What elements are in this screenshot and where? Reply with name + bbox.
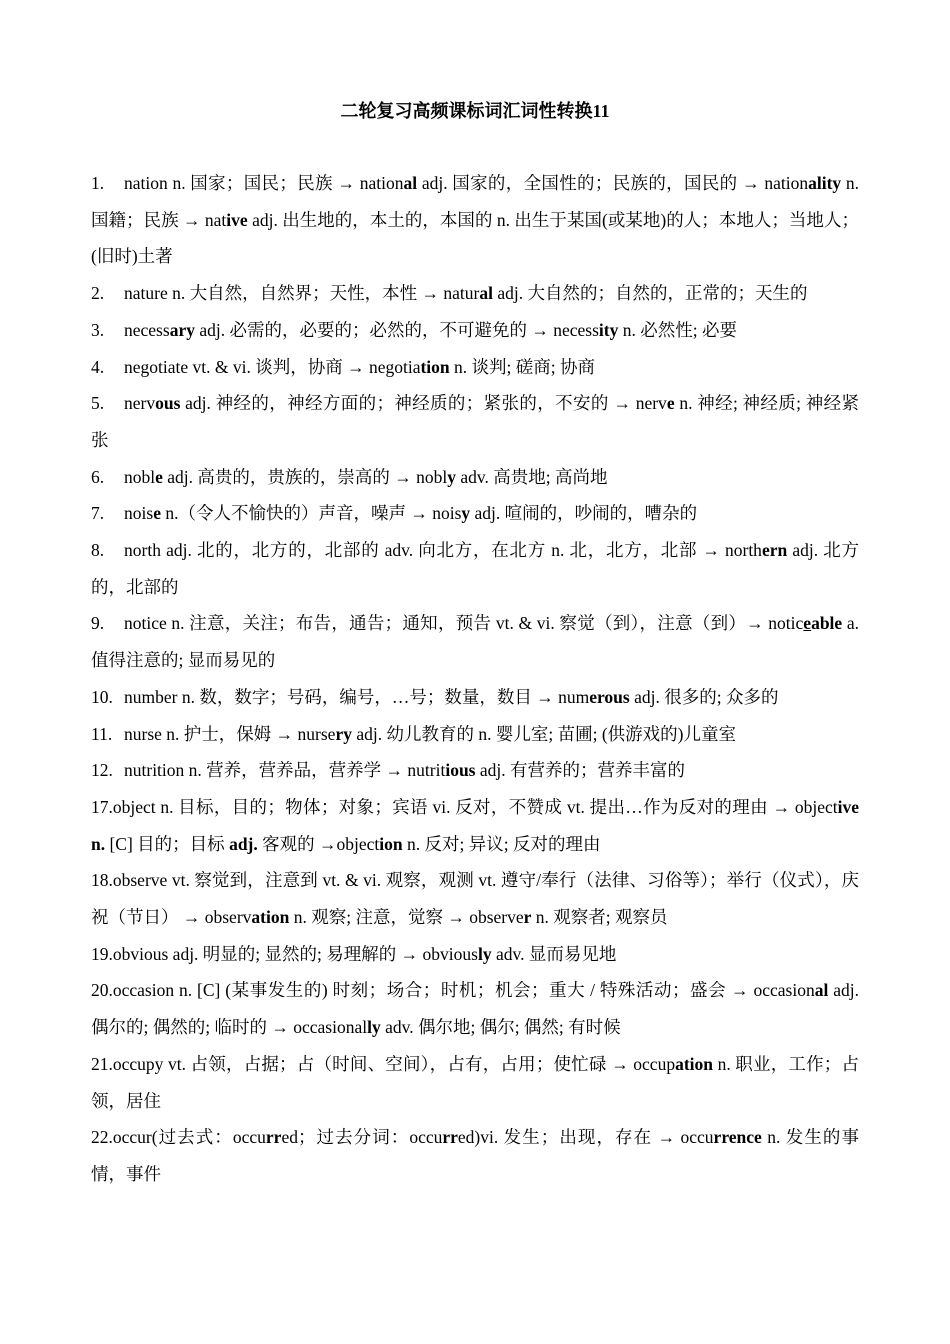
entry-text: n.（令人不愉快的）声音，噪声 → nois: [160, 503, 462, 524]
entry-text: object n. 目标，目的；物体；对象；宾语 vi. 反对，不赞成 vt. 提出…作为反对的理由 → object: [112, 796, 838, 817]
entry-text: adv. 偶尔地; 偶尔; 偶然; 有时候: [380, 1017, 621, 1038]
entry-suffix-bold: e: [153, 503, 161, 524]
entry-text: nature n. 大自然，自然界；天性，本性 → natur: [124, 283, 480, 304]
entry-suffix-bold: ality: [808, 173, 842, 193]
entry-suffix-bold: able: [811, 613, 843, 634]
entry-text: adj. 必需的，必要的；必然的，不可避免的 → necess: [194, 319, 599, 340]
entry-number: 21.: [91, 1053, 113, 1074]
entry-text: adj. 幼儿教育的 n. 婴儿室; 苗圃; (供游戏的)儿童室: [351, 723, 736, 744]
vocab-entry: [91, 312, 859, 349]
entry-suffix-bold: rr: [442, 1127, 458, 1148]
vocab-entry: [91, 1119, 859, 1192]
vocab-entry: [91, 349, 859, 386]
entry-text: n. 必然性; 必要: [618, 319, 737, 340]
vocab-entry: [91, 679, 859, 716]
entry-text: obvious adj. 明显的; 显然的; 易理解的 → obvious: [112, 943, 478, 964]
entry-suffix-bold: e: [666, 393, 675, 414]
entry-suffix-bold: ern: [761, 540, 788, 561]
entry-number: 12.: [91, 760, 113, 781]
entry-text: n. 发生的事情，事件: [91, 1127, 859, 1184]
vocab-entry: [91, 789, 859, 862]
entry-suffix-bold: tion: [420, 356, 450, 377]
entry-text: a. 值得注意的; 显而易见的: [91, 613, 859, 671]
entry-number: 1.: [91, 173, 105, 193]
vocab-entry: [91, 385, 859, 458]
entry-number: 6.: [91, 466, 105, 487]
vocabulary-list: [91, 165, 859, 1193]
entry-number: 5.: [91, 393, 105, 414]
entry-text: nation n. 国家；国民；民族 → nation: [124, 173, 404, 193]
entry-suffix-bold: adj.: [229, 833, 258, 854]
entry-suffix-bold: ation: [251, 907, 290, 928]
entry-suffix-bold: y: [447, 466, 457, 487]
entry-number: 9.: [91, 613, 105, 634]
entry-text: adj. 大自然的；自然的，正常的；天生的: [492, 283, 808, 304]
vocab-entry: [91, 495, 859, 532]
entry-text: adj. 有营养的；营养丰富的: [475, 760, 685, 781]
entry-number: 2.: [91, 283, 105, 304]
entry-text: adj. 偶尔的; 偶然的; 临时的 → occasional: [91, 980, 859, 1038]
entry-number: 8.: [91, 540, 105, 561]
entry-text: nurse n. 护士，保姆 → nurse: [124, 723, 336, 744]
entry-text: notice n. 注意，关注；布告，通告；通知，预告 vt. & vi. 察觉（到），注意（到）→ notic: [124, 613, 804, 634]
vocab-entry: [91, 862, 859, 935]
entry-text: n. 反对; 异议; 反对的理由: [402, 833, 601, 854]
page-title: 二轮复习高频课标词汇词性转换11: [340, 101, 610, 121]
entry-suffix-bold: al: [403, 173, 418, 193]
vocab-entry: [91, 936, 859, 973]
entry-text: adj. 北方的，北部的: [91, 540, 859, 597]
vocab-entry: [91, 972, 859, 1045]
vocab-entry: [91, 165, 859, 275]
vocab-entry: [91, 532, 859, 605]
entry-text: n. 谈判; 磋商; 协商: [449, 356, 596, 377]
entry-number: 19.: [91, 943, 113, 964]
entry-suffix-bold: al: [814, 980, 829, 1001]
vocab-entry: [91, 1046, 859, 1119]
entry-suffix-bold: ive: [226, 209, 248, 230]
entry-suffix-bold: ive n.: [91, 796, 859, 854]
vocab-entry: [91, 459, 859, 496]
entry-text: necess: [124, 319, 170, 340]
entry-suffix-bold: ity: [598, 319, 619, 340]
entry-text: adj. 神经的，神经方面的；神经质的；紧张的，不安的 → nerv: [180, 393, 667, 414]
entry-number: 4.: [91, 356, 105, 377]
entry-text: number n. 数，数字；号码，编号，…号；数量，数目 → num: [124, 686, 590, 707]
entry-text: north adj. 北的，北方的，北部的 adv. 向北方，在北方 n. 北，北方，北部 → north: [124, 540, 762, 561]
entry-text: adj. 国家的，全国性的；民族的，国民的 → nation: [417, 173, 809, 193]
entry-number: 22.: [91, 1127, 113, 1148]
entry-text: n. 观察; 注意，觉察 → observe: [289, 907, 524, 928]
entry-number: 7.: [91, 503, 105, 524]
entry-text: nutrition n. 营养，营养品，营养学 → nutrit: [124, 760, 446, 781]
vocab-entry: [91, 752, 859, 789]
entry-text: adv. 高贵地; 高尚地: [456, 466, 608, 487]
vocab-entry: [91, 275, 859, 312]
entry-text: ed；过去分词：occu: [281, 1127, 443, 1148]
entry-suffix-bold: ious: [445, 760, 476, 781]
entry-text: occasion n. [C] (某事发生的) 时刻；场合；时机；机会；重大 / 特殊活动；盛会 → occasion: [112, 980, 815, 1001]
entry-text: 客观的 →object: [257, 833, 380, 854]
entry-number: 10.: [91, 686, 113, 707]
entry-text: n. 职业，工作；占领，居住: [91, 1053, 860, 1111]
entry-suffix-bold: ion: [379, 833, 403, 854]
entry-text: [C] 目的；目标: [105, 833, 230, 854]
vocab-entry: [91, 716, 859, 753]
entry-number: 18.: [91, 870, 113, 891]
entry-text: adj. 出生地的，本土的，本国的 n. 出生于某国(或某地)的人；本地人；当地人；(旧时)土著: [91, 209, 859, 267]
entry-suffix-bold: ry: [335, 723, 352, 744]
entry-suffix-bold: e: [155, 466, 163, 487]
entry-text: n. 神经; 神经质; 神经紧张: [91, 393, 859, 450]
entry-suffix-bold: r: [523, 907, 532, 928]
entry-text: ed)vi. 发生；出现，存在 → occu: [457, 1127, 714, 1148]
entry-text: adv. 显而易见地: [491, 943, 617, 964]
entry-suffix-bold: erous: [589, 686, 630, 707]
entry-text: adj. 很多的; 众多的: [629, 686, 779, 707]
entry-suffix-bold: ous: [155, 393, 181, 414]
entry-text: adj. 高贵的，贵族的，崇高的 → nobl: [162, 466, 448, 487]
entry-suffix-bold: [803, 613, 811, 633]
entry-text: n. 观察者; 观察员: [531, 907, 668, 928]
entry-text: n. 国籍；民族 → nat: [91, 173, 859, 230]
entry-text: adj. 喧闹的，吵闹的，嘈杂的: [470, 503, 698, 524]
entry-number: 11.: [91, 723, 113, 744]
entry-suffix-bold: ly: [477, 943, 492, 964]
entry-text: observe vt. 察觉到，注意到 vt. & vi. 观察，观测 vt. 遵守/奉行（法律、习俗等）；举行（仪式），庆祝（节日） → observ: [91, 870, 859, 928]
entry-text: occupy vt. 占领，占据；占（时间、空间），占有，占用；使忙碌 → occup: [112, 1053, 676, 1074]
entry-number: 20.: [91, 980, 113, 1001]
entry-suffix-bold: rrence: [713, 1127, 762, 1148]
entry-suffix-bold: y: [461, 503, 471, 524]
entry-text: negotiate vt. & vi. 谈判，协商 → negotia: [124, 356, 421, 377]
entry-text: nobl: [124, 466, 156, 487]
entry-suffix-bold: al: [479, 283, 493, 304]
entry-suffix-bold: rr: [265, 1127, 282, 1148]
entry-suffix-bold: ly: [367, 1017, 381, 1038]
entry-text: nois: [124, 503, 154, 524]
vocab-entry: [91, 605, 859, 678]
entry-text: nerv: [124, 393, 156, 414]
entry-number: 17.: [91, 796, 113, 817]
entry-number: 3.: [91, 319, 105, 340]
entry-suffix-bold: ation: [675, 1053, 714, 1074]
entry-text: occur(过去式：occu: [112, 1127, 266, 1148]
entry-suffix-underlined: e: [803, 613, 812, 634]
entry-suffix-bold: ary: [169, 319, 195, 340]
